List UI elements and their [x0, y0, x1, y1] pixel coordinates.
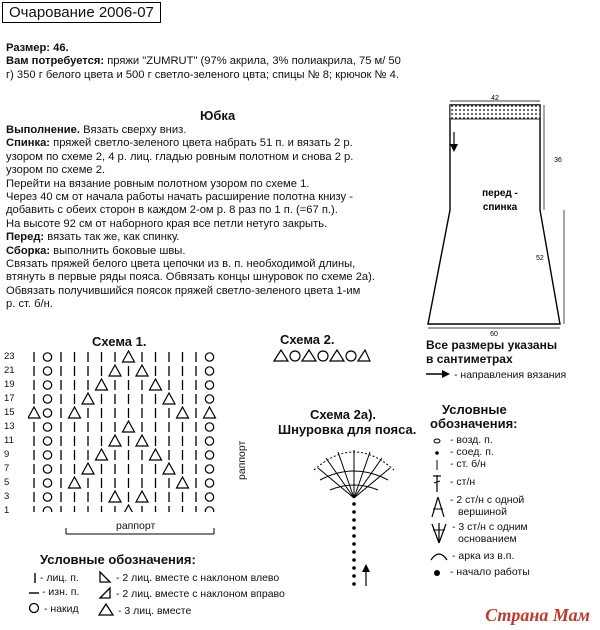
scheme1-row-number: 5	[4, 477, 10, 488]
yarnover-symbol	[205, 353, 213, 361]
knit-stitch-icon	[30, 572, 40, 584]
upper-height-label: 36	[554, 157, 562, 164]
yarnover-symbol	[43, 367, 51, 375]
scheme2-yarnover	[318, 351, 328, 361]
scheme2-triangle	[274, 350, 288, 361]
yarnover-symbol	[205, 465, 213, 473]
legend-left-item: - накид	[44, 603, 79, 615]
scheme1-row-number: 11	[4, 435, 14, 446]
instructions-block	[6, 124, 426, 312]
decrease-symbol	[82, 463, 94, 474]
yarnover-symbol	[205, 367, 213, 375]
back-line2: узором по схеме 2, 4 р. лиц. гладью ровным полотном и снова 2 р.	[6, 150, 354, 163]
assembly-label: Сборка:	[6, 244, 51, 257]
legend-right-item: - 3 ст/н с одним	[452, 521, 528, 533]
yarnover-symbol	[43, 451, 51, 459]
scheme2-triangle	[330, 350, 344, 361]
direction-legend-text: - направления вязания	[454, 369, 567, 381]
legend-right-title2: обозначения:	[430, 416, 518, 431]
scheme1-title: Схема 1.	[92, 334, 147, 349]
p2-line1: Через 40 см от начала работы начать расширение полотна книзу -	[6, 191, 353, 204]
legend-right-item: - ст/н	[450, 476, 476, 488]
yarnover-symbol	[205, 479, 213, 487]
intro-block	[6, 42, 446, 82]
materials-line1: пряжи "ZUMRUT" (97% акрила, 3% полиакрила, 75 м/ 50	[104, 55, 401, 68]
scheme2-chart	[272, 348, 372, 364]
double-crochet-icon	[430, 473, 444, 493]
all-sizes-line2: в сантиметрах	[426, 352, 513, 366]
yarnover-icon	[28, 602, 40, 614]
purl-stitch-icon	[28, 588, 40, 598]
legend-right-item: - ст. б/н	[450, 458, 486, 470]
legend-right-item: - 2 ст/н с одной	[450, 494, 525, 506]
decrease-symbol	[136, 491, 148, 502]
single-crochet-icon	[430, 459, 444, 471]
legend-left-list	[28, 570, 328, 626]
decrease-symbol	[96, 449, 108, 460]
p2-line2: добавить с обеих сторон в каждом 2-ом р. 8 раз по 1 п. (=67 п.).	[6, 204, 338, 217]
watermark-logo: Страна Мам	[485, 605, 590, 625]
front-text: вязать так же, как спинку.	[44, 231, 180, 244]
yarnover-symbol	[43, 493, 51, 501]
decrease-symbol	[123, 505, 135, 512]
decrease-symbol	[163, 463, 175, 474]
decrease-symbol	[123, 421, 135, 432]
direction-arrow-icon	[450, 144, 458, 152]
p3: На высоте 92 см от наборного края все петли нетугo закрыть.	[6, 217, 328, 230]
scheme1-row-number: 9	[4, 449, 10, 460]
schematic-label-1: перед -	[482, 188, 518, 199]
yarnover-symbol	[43, 395, 51, 403]
scheme1-row-number: 19	[4, 379, 15, 390]
k3tog-icon	[98, 603, 114, 617]
k2tog-left-icon	[98, 570, 112, 584]
front-label: Перед:	[6, 231, 45, 244]
decrease-symbol	[69, 477, 81, 488]
legend-right-item: - возд. п.	[450, 434, 493, 446]
scheme1-row-number: 23	[4, 351, 15, 362]
scheme2a-chart	[300, 440, 410, 590]
decrease-symbol	[177, 477, 189, 488]
scheme1-row-number: 13	[4, 421, 15, 432]
decrease-symbol	[69, 407, 81, 418]
three-dc-one-base-icon	[430, 521, 448, 545]
all-sizes-line1: Все размеры указаны	[426, 338, 558, 352]
scheme1-row-number: 21	[4, 365, 15, 376]
scheme1-row-number: 7	[4, 463, 10, 474]
decrease-symbol	[82, 393, 94, 404]
decrease-symbol	[123, 351, 135, 362]
yarnover-symbol	[43, 353, 51, 361]
schematic-label-2: спинка	[482, 202, 518, 213]
legend-right-title1: Условные	[442, 402, 507, 417]
legend-right-item: - начало работы	[450, 566, 530, 578]
decrease-symbol	[136, 365, 148, 376]
p4-line2: втянуть в первые ряды пояса. Обвязать концы шнуровок по схеме 2а).	[6, 271, 375, 284]
scheme1-repeat-horizontal: раппорт	[116, 520, 156, 532]
decrease-symbol	[150, 449, 162, 460]
legend-left-item: - изн. п.	[42, 586, 80, 598]
scheme2-triangle	[358, 350, 370, 361]
decrease-symbol	[204, 407, 216, 418]
decrease-symbol	[96, 379, 108, 390]
yarnover-symbol	[205, 437, 213, 445]
decrease-symbol	[109, 491, 121, 502]
legend-left-item: - 2 лиц. вместе с наклоном вправо	[116, 588, 285, 600]
yarnover-symbol	[205, 451, 213, 459]
exec-label: Выполнение.	[6, 124, 80, 136]
legend-right-item: - арка из в.п.	[452, 550, 515, 562]
scheme1-row-number: 1	[4, 505, 10, 516]
yarnover-symbol	[43, 423, 51, 431]
decrease-symbol	[109, 365, 121, 376]
section-title: Юбка	[200, 108, 236, 123]
chain-stitch-icon	[430, 436, 444, 446]
exec-text: Вязать сверху вниз.	[80, 124, 187, 136]
legend-left-item: - 2 лиц. вместе с наклоном влево	[116, 572, 280, 584]
scheme1-row-number: 15	[4, 407, 15, 418]
legend-right-item: вершиной	[458, 506, 507, 518]
yarnover-symbol	[43, 437, 51, 445]
yarnover-symbol	[43, 409, 51, 417]
materials-line2: г) 350 г белого цвета и 500 г светло-зеленого цвта; спицы № 8; крючок № 4.	[6, 68, 399, 81]
yarnover-symbol	[43, 479, 51, 487]
legend-right-list	[428, 434, 598, 580]
scheme1-row-number: 17	[4, 393, 15, 404]
decrease-symbol	[109, 435, 121, 446]
assembly-text: выполнить боковые швы.	[50, 244, 186, 257]
back-line1: пряжей светло-зеленого цвета набрать 51 п. и вязать 2 р.	[50, 137, 353, 150]
yarnover-symbol	[205, 423, 213, 431]
scheme1-row-number: 3	[4, 491, 10, 502]
legend-left-title: Условные обозначения:	[40, 552, 196, 567]
arch-icon	[430, 550, 448, 562]
p4-line4: р. ст. б/н.	[6, 298, 53, 311]
scheme1-grid	[28, 350, 228, 512]
yarnover-symbol	[43, 507, 51, 512]
size-label: Размер: 46.	[6, 42, 69, 54]
scheme2-yarnover	[346, 351, 356, 361]
legend-left-item: - 3 лиц. вместе	[118, 605, 192, 617]
scheme2-triangle	[302, 350, 316, 361]
up-arrow-icon	[362, 564, 370, 572]
page-title: Очарование 2006-07	[2, 2, 161, 23]
decrease-symbol	[177, 407, 189, 418]
yarnover-symbol	[205, 507, 213, 512]
p4-line1: Связать пряжей белого цвета цепочки из в. п. необходимой длины,	[6, 258, 356, 271]
scheme2-title: Схема 2.	[280, 332, 335, 347]
legend-right-item: - соед. п.	[450, 446, 494, 458]
scheme2-yarnover	[290, 351, 300, 361]
yarnover-symbol	[43, 381, 51, 389]
scheme1-repeat-vertical: раппорт	[236, 440, 248, 480]
direction-arrow-icon-legend	[424, 368, 452, 380]
back-label: Спинка:	[6, 137, 51, 150]
legend-right-item: основанием	[458, 533, 517, 545]
decrease-symbol	[163, 393, 175, 404]
top-width-label: 42	[491, 95, 499, 102]
scheme1-chart	[4, 350, 234, 520]
lower-height-label: 52	[536, 255, 544, 262]
bottom-width-label: 60	[490, 331, 498, 337]
k2tog-right-icon	[98, 586, 112, 600]
decrease-symbol	[28, 407, 40, 418]
legend-left-item: - лиц. п.	[40, 572, 79, 584]
start-point-icon	[430, 567, 444, 579]
materials-label: Вам потребуется:	[6, 55, 105, 68]
yarnover-symbol	[205, 395, 213, 403]
two-dc-together-icon	[430, 495, 446, 519]
slip-stitch-icon	[430, 448, 444, 458]
back-line3: узором по схеме 2.	[6, 164, 106, 177]
yarnover-symbol	[43, 465, 51, 473]
p4-line3: Обвязать получившийся поясок пряжей светло-зеленого цвета 1-им	[6, 284, 361, 297]
skirt-outline	[428, 105, 560, 324]
p1: Перейти на вязание ровным полотном узором по схеме 1.	[6, 177, 310, 190]
yarnover-symbol	[205, 493, 213, 501]
skirt-schematic	[418, 92, 598, 337]
waistband-pattern	[450, 105, 540, 119]
scheme2a-subtitle: Шнуровка для пояса.	[278, 422, 417, 437]
scheme2a-title: Схема 2а).	[310, 407, 377, 422]
yarnover-symbol	[205, 381, 213, 389]
decrease-symbol	[150, 379, 162, 390]
decrease-symbol	[136, 435, 148, 446]
